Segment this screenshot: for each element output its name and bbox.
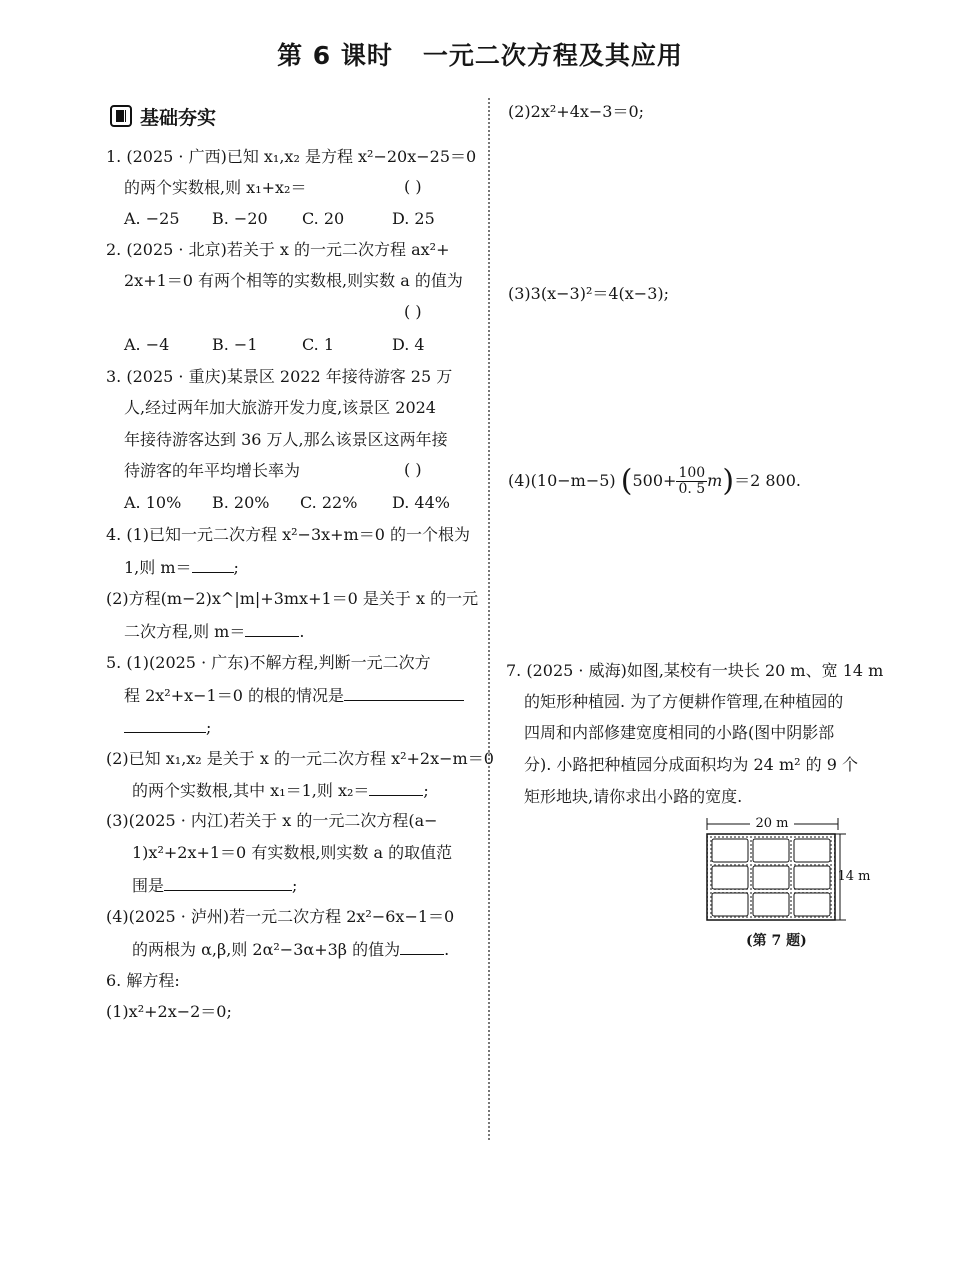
plot	[753, 866, 789, 889]
q3-line1: 3. (2025 · 重庆)某景区 2022 年接待游客 25 万	[106, 367, 453, 386]
q6-part4-close-paren: )	[722, 463, 735, 499]
q6-part3: (3)3(x−3)²＝4(x−3);	[508, 284, 670, 303]
q6-part4-open-paren: (	[620, 463, 633, 499]
q6-heading: 6. 解方程:	[106, 971, 180, 990]
q5-1-answer-blank-b[interactable]	[124, 716, 206, 733]
lesson-number: 第 6 课时	[277, 41, 393, 70]
q1-option-d: D. 25	[392, 209, 435, 228]
q5-line8-text: 围是	[132, 876, 165, 895]
q5-line7: 1)x²+2x+1＝0 有实数根,则实数 a 的取值范	[132, 843, 453, 862]
width-label: 20 m	[755, 816, 789, 831]
q5-line2	[124, 684, 464, 707]
q5-line10-end: .	[444, 940, 450, 959]
q6-part4-variable: m	[707, 471, 723, 490]
q5-line6: (3)(2025 · 内江)若关于 x 的一元二次方程(a−	[106, 811, 438, 830]
q6-part4-factor: (4)(10−m−5)	[508, 471, 616, 490]
q4-line2	[124, 556, 239, 579]
q4-line4-end: .	[299, 622, 305, 641]
q1-line2: 的两个实数根,则 x₁+x₂＝	[124, 178, 307, 197]
q3-option-d: D. 44%	[392, 493, 450, 512]
figure-caption: (第 7 题)	[746, 933, 807, 949]
q5-line8	[132, 874, 297, 897]
q6-part2: (2)2x²+4x−3＝0;	[508, 102, 645, 121]
q5-1-answer-blank-a[interactable]	[344, 684, 464, 701]
q5-line4: (2)已知 x₁,x₂ 是关于 x 的一元二次方程 x²+2x−m＝0	[106, 749, 494, 768]
q5-3-answer-blank[interactable]	[164, 874, 292, 891]
q6-part1: (1)x²+2x−2＝0;	[106, 1002, 232, 1021]
fraction-numerator: 100	[678, 465, 706, 481]
q4-line4-text: 二次方程,则 m＝	[124, 622, 246, 641]
q5-line8-end: ;	[292, 876, 298, 895]
q2-line1: 2. (2025 · 北京)若关于 x 的一元二次方程 ax²+	[106, 240, 450, 259]
lesson-topic: 一元二次方程及其应用	[422, 41, 683, 70]
q6-part4-fraction	[676, 466, 707, 497]
q7-line3: 四周和内部修建宽度相同的小路(图中阴影部	[524, 723, 835, 742]
q2-option-a: A. −4	[124, 335, 170, 354]
q1-option-a: A. −25	[124, 209, 180, 228]
q5-line1: 5. (1)(2025 · 广东)不解方程,判断一元二次方	[106, 653, 431, 672]
q3-answer-paren: ( )	[404, 460, 422, 479]
q5-line3	[124, 716, 211, 739]
q5-line5	[132, 779, 429, 802]
q5-line9: (4)(2025 · 泸州)若一元二次方程 2x²−6x−1＝0	[106, 907, 455, 926]
q5-line3-end: ;	[206, 718, 212, 737]
q1-option-c: C. 20	[302, 209, 345, 228]
q3-option-a: A. 10%	[124, 493, 182, 512]
q3-option-b: B. 20%	[212, 493, 270, 512]
q5-2-answer-blank[interactable]	[369, 779, 423, 796]
plot	[794, 839, 830, 862]
q3-option-c: C. 22%	[300, 493, 358, 512]
q5-line5-text: 的两个实数根,其中 x₁＝1,则 x₂＝	[132, 781, 370, 800]
q7-line2: 的矩形种植园. 为了方便耕作管理,在种植园的	[524, 692, 844, 711]
q5-line10	[132, 938, 449, 961]
q1-line1: 1. (2025 · 广西)已知 x₁,x₂ 是方程 x²−20x−25＝0	[106, 147, 477, 166]
q2-option-c: C. 1	[302, 335, 335, 354]
section-label: 基础夯实	[140, 106, 217, 129]
q5-4-answer-blank[interactable]	[400, 938, 444, 955]
q7-line4: 分). 小路把种植园分成面积均为 24 m² 的 9 个	[524, 755, 858, 774]
q4-2-answer-blank[interactable]	[245, 620, 299, 637]
q5-line5-end: ;	[423, 781, 429, 800]
q3-line3: 年接待游客达到 36 万人,那么该景区这两年接	[124, 430, 448, 449]
plot	[712, 839, 748, 862]
column-divider	[488, 98, 490, 1140]
q2-option-d: D. 4	[392, 335, 425, 354]
plot	[794, 866, 830, 889]
fraction-denominator: 0. 5	[678, 481, 706, 497]
q3-line4: 待游客的年平均增长率为	[124, 461, 301, 480]
section-header	[110, 103, 216, 129]
q6-part4-rhs: ＝2 800.	[734, 471, 801, 490]
q3-line2: 人,经过两年加大旅游开发力度,该景区 2024	[124, 398, 436, 417]
q5-line10-text: 的两根为 α,β,则 2α²−3α+3β 的值为	[132, 940, 401, 959]
plot	[753, 839, 789, 862]
plot	[712, 866, 748, 889]
q4-line2-text: 1,则 m＝	[124, 558, 192, 577]
garden-plots	[712, 839, 830, 916]
q6-part4	[508, 463, 801, 499]
q7-line1: 7. (2025 · 威海)如图,某校有一块长 20 m、宽 14 m	[506, 661, 884, 680]
q6-part4-term: 500+	[632, 471, 677, 490]
plot	[753, 893, 789, 916]
plot	[712, 893, 748, 916]
q5-line2-text: 程 2x²+x−1＝0 的根的情况是	[124, 686, 344, 705]
q7-line5: 矩形地块,请你求出小路的宽度.	[524, 787, 743, 806]
q1-answer-paren: ( )	[404, 177, 422, 196]
q1-option-b: B. −20	[212, 209, 268, 228]
height-label: 14 m	[837, 869, 871, 884]
q4-line3: (2)方程(m−2)x^|m|+3mx+1＝0 是关于 x 的一元	[106, 589, 479, 608]
q2-answer-paren: ( )	[404, 302, 422, 321]
q2-line2: 2x+1＝0 有两个相等的实数根,则实数 a 的值为	[124, 271, 463, 290]
book-icon	[110, 105, 132, 127]
q4-line4	[124, 620, 304, 643]
q4-line2-end: ;	[233, 558, 239, 577]
q4-1-answer-blank[interactable]	[192, 556, 234, 573]
plot	[794, 893, 830, 916]
garden-figure	[690, 812, 880, 928]
page-title	[0, 36, 960, 72]
q2-option-b: B. −1	[212, 335, 258, 354]
q4-line1: 4. (1)已知一元二次方程 x²−3x+m＝0 的一个根为	[106, 525, 470, 544]
